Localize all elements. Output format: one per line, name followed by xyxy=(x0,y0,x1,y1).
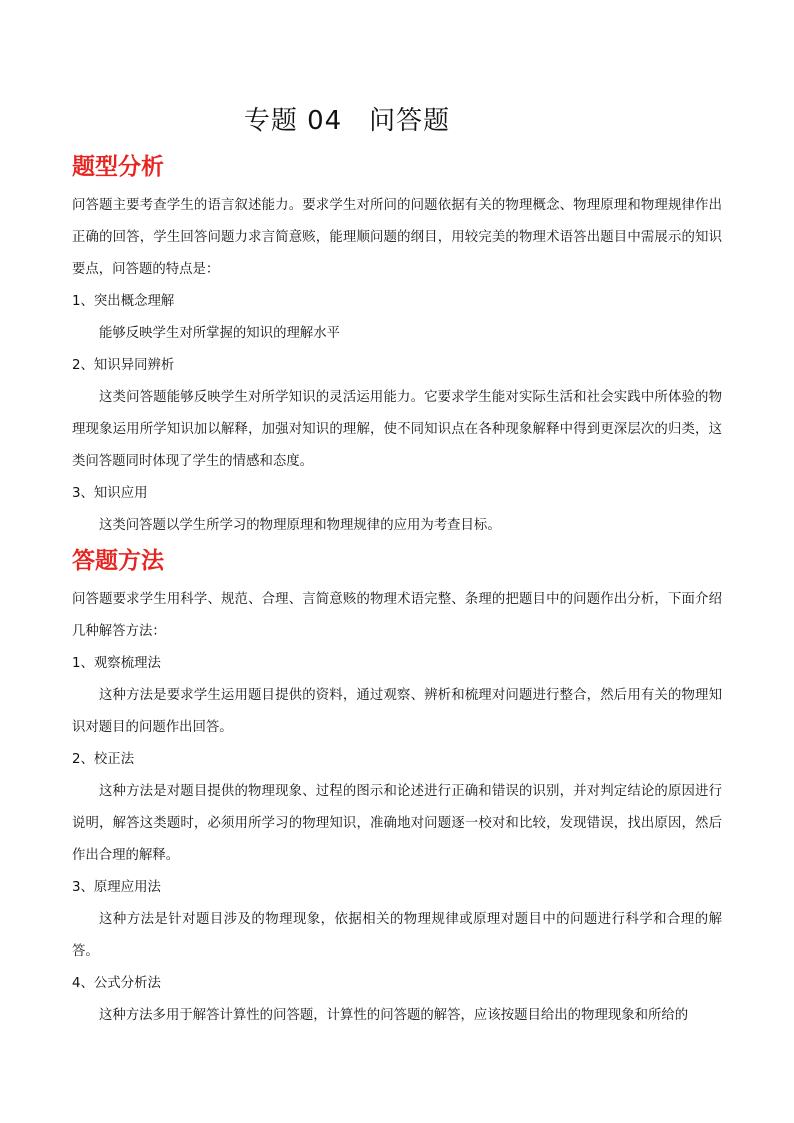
section-intro-analysis: 问答题主要考查学生的语言叙述能力。要求学生对所问的问题依据有关的物理概念、物理原理和物理规律作出正确的回答，学生回答问题力求言简意赅，能理顺问题的纲目，用较完美的物理术语答出题目中需展示的知识要点，问答题的特点是： xyxy=(72,198,722,277)
list-item-text: 这种方法多用于解答计算性的问答题，计算性的问答题的解答，应该按题目给出的物理现象和所给的 xyxy=(99,1008,689,1023)
list-item-label: 2、校正法 xyxy=(72,752,135,767)
section-heading-methods: 答题方法 xyxy=(72,548,164,574)
list-item-label: 1、突出概念理解 xyxy=(72,294,175,309)
document-body xyxy=(72,150,722,1032)
section-heading-analysis: 题型分析 xyxy=(72,154,164,180)
list-item-text: 这种方法是针对题目涉及的物理现象，依据相关的物理规律或原理对题目中的问题进行科学和合理的解答。 xyxy=(72,912,722,959)
list-item-text: 这种方法是要求学生运用题目提供的资料，通过观察、辨析和梳理对问题进行整合，然后用有关的物理知识对题目的问题作出回答。 xyxy=(72,688,722,735)
list-item-label: 1、观察梳理法 xyxy=(72,656,161,671)
section-intro-methods: 问答题要求学生用科学、规范、合理、言简意赅的物理术语完整、条理的把题目中的问题作出分析，下面介绍几种解答方法： xyxy=(72,592,722,639)
list-item-text: 这种方法是对题目提供的物理现象、过程的图示和论述进行正确和错误的识别，并对判定结论的原因进行说明，解答这类题时，必须用所学习的物理知识，准确地对问题逐一校对和比较，发现错误，找出原因，然后作出合理的解释。 xyxy=(72,784,722,863)
list-item-text: 这类问答题能够反映学生对所学知识的灵活运用能力。它要求学生能对实际生活和社会实践中所体验的物理现象运用所学知识加以解释，加强对知识的理解，使不同知识点在各种现象解释中得到更深层次的归类，这类问答题同时体现了学生的情感和态度。 xyxy=(72,390,722,469)
list-item-text: 能够反映学生对所掌握的知识的理解水平 xyxy=(99,326,341,341)
list-item-text: 这类问答题以学生所学习的物理原理和物理规律的应用为考查目标。 xyxy=(99,518,501,533)
list-item-label: 2、知识异同辨析 xyxy=(72,358,175,373)
list-item-label: 3、知识应用 xyxy=(72,486,148,501)
list-item-label: 3、原理应用法 xyxy=(72,880,161,895)
page-title: 专题 04 问答题 xyxy=(243,106,451,136)
list-item-label: 4、公式分析法 xyxy=(72,976,161,991)
